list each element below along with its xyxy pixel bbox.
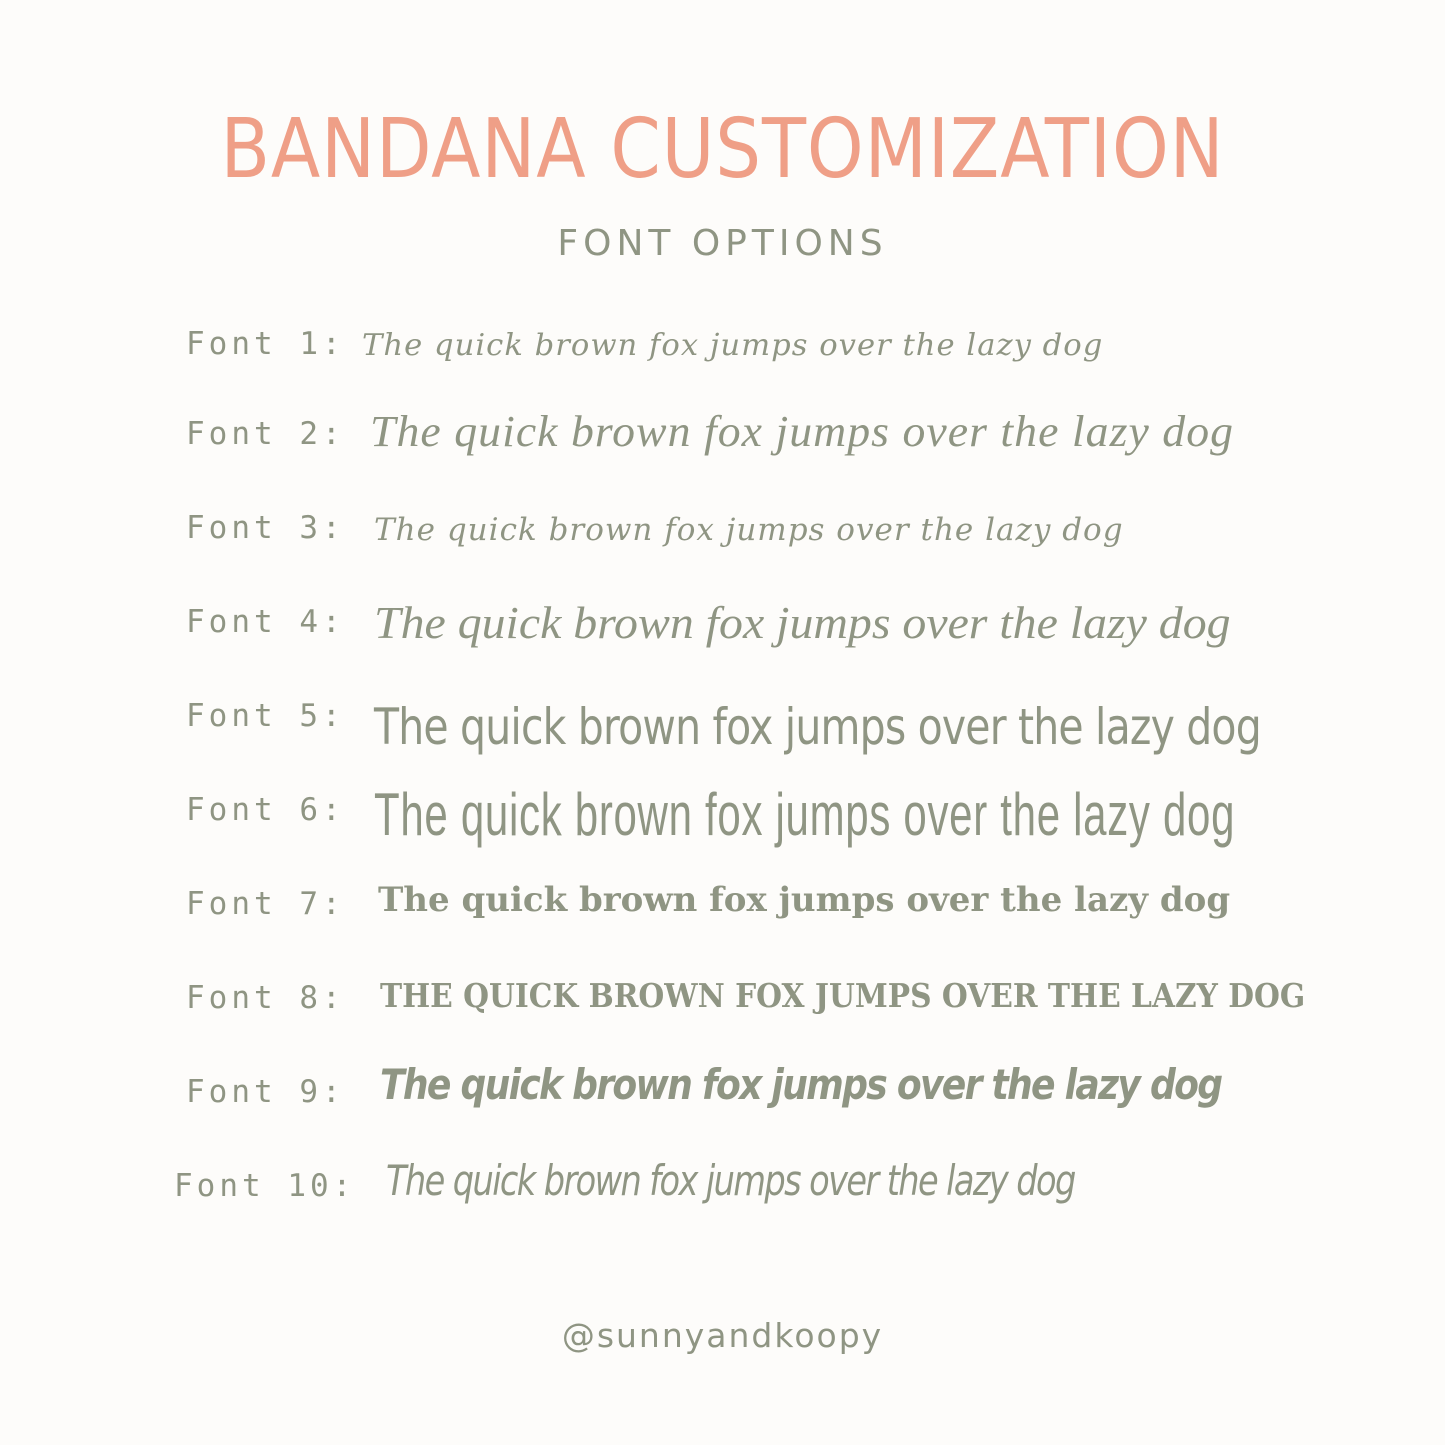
font-option-7: [0, 874, 1445, 944]
font-option-6: [0, 780, 1445, 850]
font-option-10: [0, 1154, 1445, 1224]
font-option-label: Font 1:: [186, 326, 345, 362]
font-option-label: Font 8:: [186, 980, 345, 1016]
font-sample: The quick brown fox jumps over the lazy dog: [374, 781, 1236, 848]
social-handle: @sunnyandkoopy: [561, 1316, 884, 1355]
font-sample: The quick brown fox jumps over the lazy dog: [378, 880, 1231, 920]
font-sample: The quick brown fox jumps over the lazy dog: [370, 407, 1235, 456]
page-subtitle: FONT OPTIONS: [557, 223, 888, 264]
page-title: BANDANA CUSTOMIZATION: [220, 102, 1225, 197]
font-option-label: Font 10:: [174, 1168, 356, 1204]
font-option-label: Font 3:: [186, 510, 345, 546]
font-option-4: [0, 590, 1445, 660]
font-option-9: [0, 1060, 1445, 1130]
font-option-label: Font 4:: [186, 604, 345, 640]
font-option-1: [0, 318, 1445, 388]
font-option-label: Font 7:: [186, 886, 345, 922]
font-sample: The quick brown fox jumps over the lazy dog: [362, 328, 1104, 363]
font-option-5: [0, 690, 1445, 760]
font-option-label: Font 5:: [186, 698, 345, 734]
font-option-8: [0, 968, 1445, 1038]
font-sample: The quick brown fox jumps over the lazy dog: [380, 1060, 1222, 1109]
font-option-label: Font 2:: [186, 416, 345, 452]
font-option-label: Font 6:: [186, 792, 345, 828]
font-sample: The quick brown fox jumps over the lazy dog: [374, 512, 1124, 548]
font-option-3: [0, 496, 1445, 566]
font-sample: THE QUICK BROWN FOX JUMPS OVER THE LAZY DOG: [380, 976, 1306, 1015]
font-option-label: Font 9:: [186, 1074, 345, 1110]
font-sample: The quick brown fox jumps over the lazy dog: [386, 1156, 1075, 1205]
font-option-2: [0, 398, 1445, 468]
font-sample: The quick brown fox jumps over the lazy dog: [374, 597, 1231, 648]
font-sample: The quick brown fox jumps over the lazy dog: [374, 698, 1261, 756]
